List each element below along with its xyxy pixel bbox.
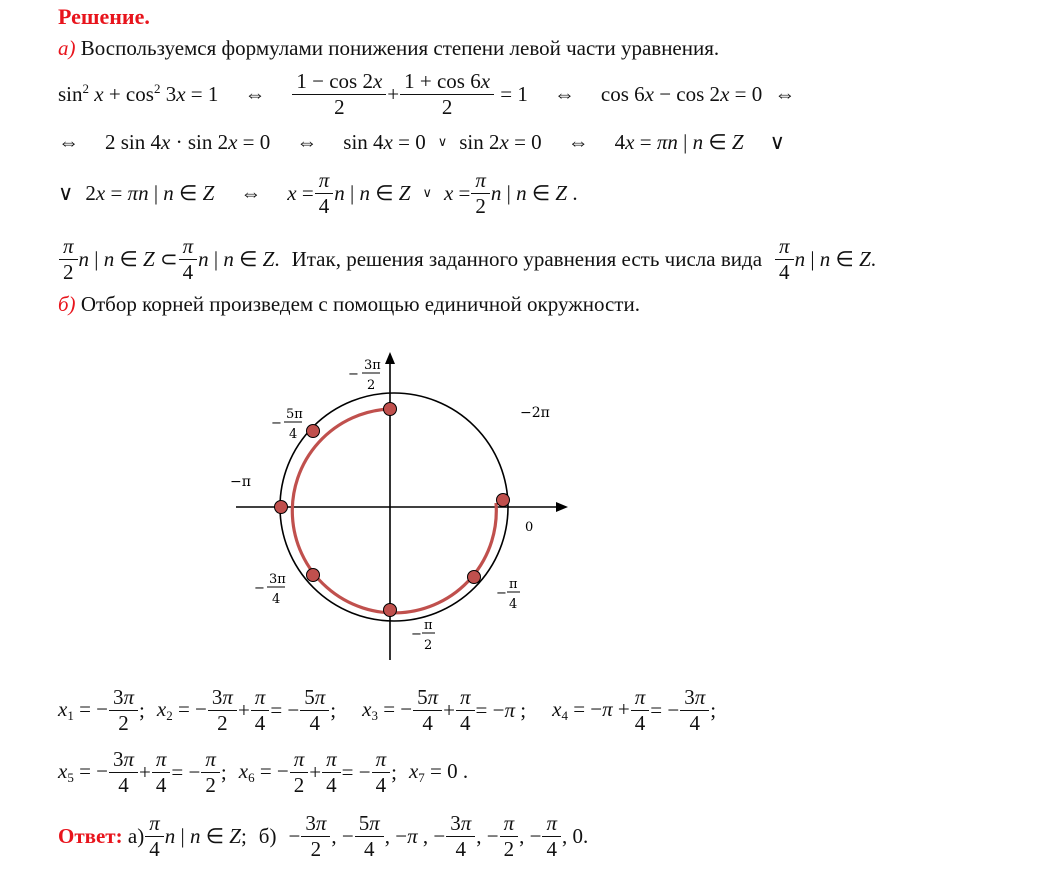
svg-text:−: − — [496, 586, 507, 601]
label-zero: 0 — [525, 520, 534, 535]
svg-text:−: − — [271, 416, 282, 431]
point-minus-3pi-2 — [384, 403, 397, 416]
svg-text:−: − — [411, 627, 422, 642]
selected-arc — [292, 409, 496, 613]
y-axis-arrow-icon — [385, 352, 395, 364]
point-minus-3pi-4 — [307, 569, 320, 582]
svg-text:π: π — [509, 577, 518, 592]
roots-line-1: $x_1$ = − $\frac{3\pi}{2}$ ; $x_2$ = − $\frac{3\pi}{2}$ + $\frac{\pi}{4}$ = − $\frac{5\pi}{4}$ ; $x_3$ = − $\frac{5\pi}{4}$ + $\frac{\pi}{4}$ = −π ; $x_4 = -\pi$ + $\frac{\pi}{4}$ = − $\frac{3\pi}{4}$ ; — [58, 685, 717, 735]
svg-text:π: π — [424, 618, 433, 633]
label-minus-pi: −π — [230, 474, 251, 490]
svg-text:3π: 3π — [364, 358, 381, 373]
svg-text:4: 4 — [509, 597, 518, 612]
svg-text:−: − — [348, 367, 359, 382]
svg-text:3π: 3π — [269, 572, 286, 587]
label-minus-3pi-2 — [348, 358, 381, 393]
point-zero — [497, 494, 510, 507]
svg-text:5π: 5π — [286, 407, 303, 422]
part-a-intro-text: Воспользуемся формулами понижения степени левой части уравнения. — [80, 36, 720, 60]
label-minus-3pi-4 — [254, 572, 286, 607]
label-minus-5pi-4 — [271, 407, 303, 442]
svg-text:−: − — [254, 581, 265, 596]
part-a-label: а) — [58, 36, 76, 60]
point-minus-5pi-4 — [307, 425, 320, 438]
equation-line-1: $\sin^2 x + \cos^2 3x = 1$ ⇔ $\frac{1 - \cos 2x}{2}$ + $\frac{1 + \cos 6x}{2}$ = 1 ⇔ cos 6x − cos 2x = 0 ⇔ — [58, 69, 796, 119]
equation-line-3: ∨ 2x = πn | n ∈ Z ⇔ x = $\frac{\pi}{4}$ n | n ∈ Z ∨ x = $\frac{\pi}{2}$ n | n ∈ Z . — [58, 168, 578, 218]
part-b-label: б) — [58, 292, 76, 316]
svg-text:2: 2 — [367, 378, 376, 393]
equation-line-2: ⇔ 2 sin 4x · sin 2x = 0 ⇔ sin 4x = 0 ∨ sin 2x = 0 ⇔ 4x = πn | n ∈ Z ∨ — [58, 129, 785, 154]
answer-part-b-label: б) — [258, 823, 277, 848]
answer-label: Ответ: — [58, 823, 123, 848]
x-axis-arrow-icon — [556, 502, 568, 512]
label-minus-pi-4 — [496, 577, 520, 612]
point-minus-pi-2 — [384, 604, 397, 617]
solution-heading: Решение. — [58, 4, 150, 29]
answer-part-a-label: а) — [127, 823, 145, 848]
roots-line-2: $x_5$ = − $\frac{3\pi}{4}$ + $\frac{\pi}{4}$ = − $\frac{\pi}{2}$ ; $x_6$ = − $\frac{\pi}{2}$ + $\frac{\pi}{4}$ = − $\frac{\pi}{4}$ ; $x_7 = 0$ . — [58, 747, 469, 797]
svg-text:2: 2 — [424, 638, 433, 653]
point-minus-pi-4 — [468, 571, 481, 584]
part-b-intro-text: Отбор корней произведем с помощью единичной окружности. — [80, 292, 640, 316]
label-minus-2pi: −2π — [520, 405, 550, 421]
conclusion-text: Итак, решения заданного уравнения есть числа вида — [291, 246, 763, 271]
svg-text:4: 4 — [289, 427, 298, 442]
equation-line-4: $\frac{\pi}{2}$ n | n ∈ Z ⊂ $\frac{\pi}{4}$ n | n ∈ Z. Итак, решения заданного уравнения есть числа вида $\frac{\pi}{4}$ n | n ∈ Z. — [58, 228, 876, 290]
point-minus-pi — [275, 501, 288, 514]
answer-line: Ответ: а) $\frac{\pi}{4}$ n | n ∈ Z; б) − $\frac{3\pi}{2}$ , − $\frac{5\pi}{4}$ , −π , − $\frac{3\pi}{4}$ , − $\frac{\pi}{2}$ , − $\frac{\pi}{4}$ , 0. — [58, 811, 589, 861]
svg-text:4: 4 — [272, 592, 281, 607]
label-minus-pi-2 — [411, 618, 435, 653]
